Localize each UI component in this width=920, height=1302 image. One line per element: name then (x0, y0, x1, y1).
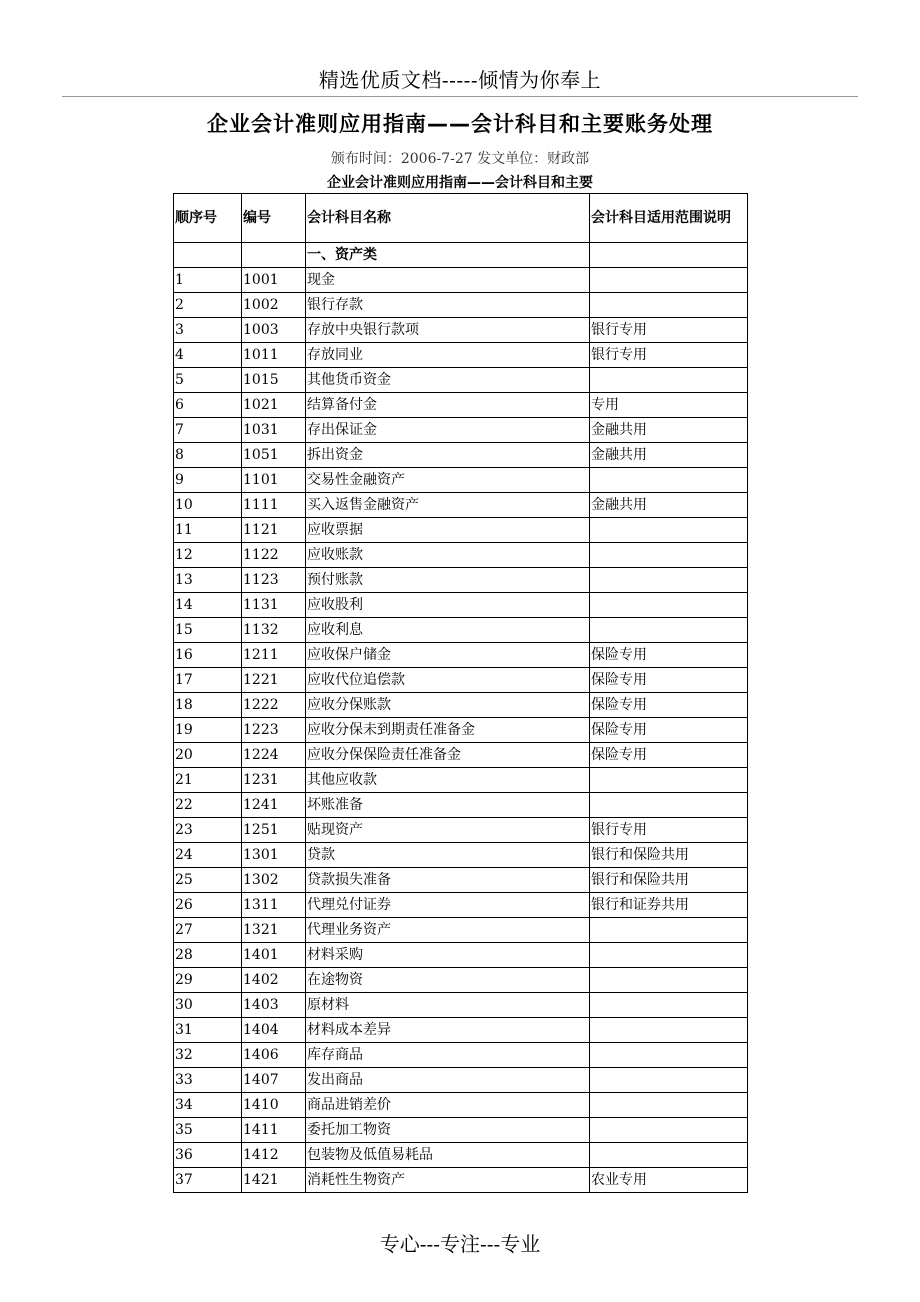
row-code: 1231 (242, 768, 306, 793)
table-row (174, 443, 748, 468)
header-seq: 顺序号 (174, 194, 242, 243)
table-row (174, 618, 748, 643)
row-scope (590, 593, 748, 618)
row-account-name: 其他应收款 (306, 768, 590, 793)
row-account-name: 原材料 (306, 993, 590, 1018)
table-row (174, 343, 748, 368)
row-account-name: 应收保户储金 (306, 643, 590, 668)
row-seq: 15 (174, 618, 242, 643)
row-seq: 35 (174, 1118, 242, 1143)
row-code: 1404 (242, 1018, 306, 1043)
row-account-name: 代理兑付证券 (306, 893, 590, 918)
row-seq: 7 (174, 418, 242, 443)
table-row (174, 1118, 748, 1143)
table-header-row (174, 194, 748, 243)
row-account-name: 包装物及低值易耗品 (306, 1143, 590, 1168)
row-seq: 5 (174, 368, 242, 393)
row-account-name: 应收分保保险责任准备金 (306, 743, 590, 768)
row-account-name: 存放中央银行款项 (306, 318, 590, 343)
table-row (174, 318, 748, 343)
row-code: 1311 (242, 893, 306, 918)
row-code: 1412 (242, 1143, 306, 1168)
row-code: 1401 (242, 943, 306, 968)
document-subtitle: 企业会计准则应用指南——会计科目和主要 (327, 175, 593, 191)
row-seq: 23 (174, 818, 242, 843)
row-scope (590, 543, 748, 568)
row-account-name: 存出保证金 (306, 418, 590, 443)
row-seq: 17 (174, 668, 242, 693)
row-account-name: 买入返售金融资产 (306, 493, 590, 518)
row-scope (590, 1068, 748, 1093)
row-seq: 36 (174, 1143, 242, 1168)
table-row (174, 293, 748, 318)
row-code: 1051 (242, 443, 306, 468)
table-row (174, 918, 748, 943)
row-account-name: 其他货币资金 (306, 368, 590, 393)
row-account-name: 代理业务资产 (306, 918, 590, 943)
row-account-name: 贷款损失准备 (306, 868, 590, 893)
row-scope (590, 768, 748, 793)
row-account-name: 应收利息 (306, 618, 590, 643)
row-account-name: 库存商品 (306, 1043, 590, 1068)
row-scope (590, 468, 748, 493)
row-seq: 32 (174, 1043, 242, 1068)
row-scope: 银行专用 (590, 343, 748, 368)
row-seq: 13 (174, 568, 242, 593)
table-row (174, 593, 748, 618)
row-seq: 24 (174, 843, 242, 868)
page-footer: 专心---专注---专业 (379, 1232, 541, 1256)
row-scope: 保险专用 (590, 718, 748, 743)
row-code: 1122 (242, 543, 306, 568)
table-row (174, 768, 748, 793)
row-scope (590, 1043, 748, 1068)
row-account-name: 拆出资金 (306, 443, 590, 468)
row-account-name: 坏账准备 (306, 793, 590, 818)
row-seq: 30 (174, 993, 242, 1018)
table-row (174, 693, 748, 718)
row-code: 1321 (242, 918, 306, 943)
row-code: 1121 (242, 518, 306, 543)
header-scope: 会计科目适用范围说明 (590, 194, 748, 243)
row-scope: 金融共用 (590, 418, 748, 443)
row-account-name: 贴现资产 (306, 818, 590, 843)
row-account-name: 材料采购 (306, 943, 590, 968)
table-row (174, 493, 748, 518)
row-seq: 29 (174, 968, 242, 993)
row-seq: 31 (174, 1018, 242, 1043)
row-code: 1406 (242, 1043, 306, 1068)
table-row (174, 718, 748, 743)
row-account-name: 委托加工物资 (306, 1118, 590, 1143)
row-scope: 银行和保险共用 (590, 843, 748, 868)
row-code: 1222 (242, 693, 306, 718)
row-seq: 34 (174, 1093, 242, 1118)
row-code: 1002 (242, 293, 306, 318)
row-account-name: 在途物资 (306, 968, 590, 993)
table-row (174, 468, 748, 493)
table-row (174, 1093, 748, 1118)
table-row (174, 1168, 748, 1193)
row-scope (590, 968, 748, 993)
row-scope (590, 293, 748, 318)
row-code: 1410 (242, 1093, 306, 1118)
row-scope (590, 1093, 748, 1118)
row-code: 1211 (242, 643, 306, 668)
row-code: 1111 (242, 493, 306, 518)
row-scope (590, 1118, 748, 1143)
row-account-name: 消耗性生物资产 (306, 1168, 590, 1193)
row-scope: 金融共用 (590, 493, 748, 518)
category-row (174, 243, 748, 268)
table-row (174, 868, 748, 893)
row-code: 1021 (242, 393, 306, 418)
table-row (174, 393, 748, 418)
row-seq: 6 (174, 393, 242, 418)
row-scope: 银行和保险共用 (590, 868, 748, 893)
page-header: 精选优质文档-----倾情为你奉上 (318, 68, 602, 92)
table-row (174, 643, 748, 668)
row-account-name: 材料成本差异 (306, 1018, 590, 1043)
row-seq: 26 (174, 893, 242, 918)
row-scope (590, 993, 748, 1018)
table-row (174, 793, 748, 818)
row-seq: 21 (174, 768, 242, 793)
table-row (174, 543, 748, 568)
row-account-name: 交易性金融资产 (306, 468, 590, 493)
header-divider (62, 96, 858, 97)
category-label: 一、资产类 (306, 243, 590, 268)
row-code: 1011 (242, 343, 306, 368)
row-code: 1403 (242, 993, 306, 1018)
row-code: 1132 (242, 618, 306, 643)
row-code: 1003 (242, 318, 306, 343)
row-scope (590, 268, 748, 293)
row-account-name: 存放同业 (306, 343, 590, 368)
row-code: 1131 (242, 593, 306, 618)
header-account-name: 会计科目名称 (306, 194, 590, 243)
table-row (174, 518, 748, 543)
row-scope (590, 918, 748, 943)
row-seq: 28 (174, 943, 242, 968)
row-code: 1224 (242, 743, 306, 768)
table-row (174, 993, 748, 1018)
table-row (174, 818, 748, 843)
row-seq: 10 (174, 493, 242, 518)
header-code: 编号 (242, 194, 306, 243)
table-row (174, 743, 748, 768)
row-account-name: 应收分保未到期责任准备金 (306, 718, 590, 743)
table-row (174, 1068, 748, 1093)
row-code: 1031 (242, 418, 306, 443)
row-account-name: 贷款 (306, 843, 590, 868)
row-scope: 保险专用 (590, 668, 748, 693)
row-code: 1101 (242, 468, 306, 493)
row-scope: 保险专用 (590, 743, 748, 768)
row-account-name: 结算备付金 (306, 393, 590, 418)
row-account-name: 发出商品 (306, 1068, 590, 1093)
row-account-name: 应收股利 (306, 593, 590, 618)
row-account-name: 应收账款 (306, 543, 590, 568)
row-seq: 27 (174, 918, 242, 943)
row-seq: 25 (174, 868, 242, 893)
document-title: 企业会计准则应用指南——会计科目和主要账务处理 (207, 112, 713, 136)
row-seq: 19 (174, 718, 242, 743)
row-account-name: 应收分保账款 (306, 693, 590, 718)
row-scope: 专用 (590, 393, 748, 418)
document-meta: 颁布时间：2006-7-27 发文单位：财政部 (330, 151, 590, 167)
row-seq: 37 (174, 1168, 242, 1193)
row-seq: 1 (174, 268, 242, 293)
row-scope: 农业专用 (590, 1168, 748, 1193)
row-scope: 保险专用 (590, 693, 748, 718)
row-code: 1241 (242, 793, 306, 818)
row-code: 1251 (242, 818, 306, 843)
row-scope (590, 568, 748, 593)
row-seq: 22 (174, 793, 242, 818)
row-seq: 33 (174, 1068, 242, 1093)
row-seq: 11 (174, 518, 242, 543)
row-seq: 3 (174, 318, 242, 343)
row-seq: 16 (174, 643, 242, 668)
row-seq: 2 (174, 293, 242, 318)
row-scope (590, 368, 748, 393)
row-account-name: 银行存款 (306, 293, 590, 318)
table-row (174, 418, 748, 443)
row-account-name: 现金 (306, 268, 590, 293)
row-code: 1001 (242, 268, 306, 293)
row-code: 1407 (242, 1068, 306, 1093)
row-account-name: 预付账款 (306, 568, 590, 593)
row-code: 1223 (242, 718, 306, 743)
row-code: 1411 (242, 1118, 306, 1143)
row-seq: 8 (174, 443, 242, 468)
row-scope: 银行专用 (590, 818, 748, 843)
row-scope (590, 1018, 748, 1043)
row-scope (590, 793, 748, 818)
row-seq: 14 (174, 593, 242, 618)
row-scope: 银行和证券共用 (590, 893, 748, 918)
row-code: 1302 (242, 868, 306, 893)
row-scope (590, 1143, 748, 1168)
row-scope (590, 943, 748, 968)
row-code: 1221 (242, 668, 306, 693)
row-code: 1402 (242, 968, 306, 993)
row-seq: 9 (174, 468, 242, 493)
table-row (174, 268, 748, 293)
table-row (174, 943, 748, 968)
table-row (174, 968, 748, 993)
row-account-name: 应收票据 (306, 518, 590, 543)
table-row (174, 1043, 748, 1068)
row-seq: 12 (174, 543, 242, 568)
row-seq: 20 (174, 743, 242, 768)
row-seq: 18 (174, 693, 242, 718)
table-row (174, 368, 748, 393)
row-code: 1015 (242, 368, 306, 393)
row-scope (590, 518, 748, 543)
table-row (174, 668, 748, 693)
row-scope: 金融共用 (590, 443, 748, 468)
row-scope: 银行专用 (590, 318, 748, 343)
table-row (174, 843, 748, 868)
row-code: 1123 (242, 568, 306, 593)
row-code: 1301 (242, 843, 306, 868)
row-seq: 4 (174, 343, 242, 368)
row-code: 1421 (242, 1168, 306, 1193)
table-row (174, 1143, 748, 1168)
table-row (174, 568, 748, 593)
table-row (174, 893, 748, 918)
accounts-table (173, 193, 748, 1193)
row-scope (590, 618, 748, 643)
row-scope: 保险专用 (590, 643, 748, 668)
table-row (174, 1018, 748, 1043)
row-account-name: 应收代位追偿款 (306, 668, 590, 693)
row-account-name: 商品进销差价 (306, 1093, 590, 1118)
